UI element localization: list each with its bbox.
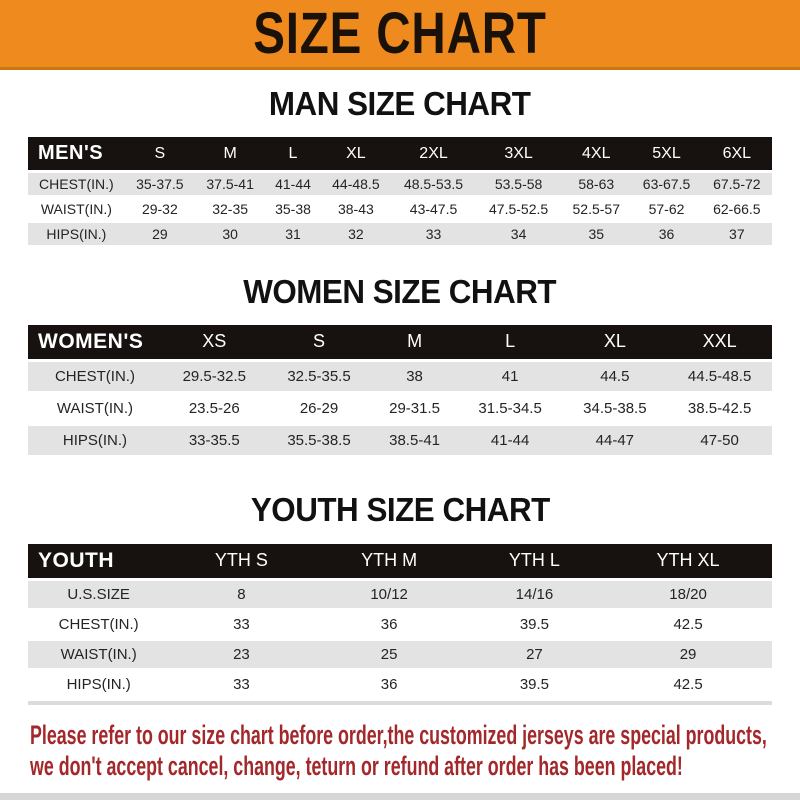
size-value-cell: 34.5-38.5 — [562, 394, 667, 423]
section-men — [0, 86, 800, 248]
table-row — [28, 198, 772, 220]
size-value-cell: 42.5 — [604, 611, 772, 638]
size-value-cell: 36 — [314, 671, 465, 698]
size-value-cell: 38.5-41 — [371, 426, 457, 455]
size-value-cell: 44.5 — [562, 362, 667, 391]
table-row — [28, 671, 772, 698]
size-value-cell: 57-62 — [631, 198, 701, 220]
size-column-header: 6XL — [702, 137, 772, 170]
size-value-cell: 44-48.5 — [321, 173, 391, 195]
size-value-cell: 31.5-34.5 — [458, 394, 563, 423]
disclaimer-line-1: Please refer to our size chart before order,the customized jerseys are special products, — [30, 719, 767, 750]
measurement-row-label: HIPS(IN.) — [28, 671, 169, 698]
table-row — [28, 581, 772, 608]
size-value-cell: 32.5-35.5 — [267, 362, 372, 391]
size-value-cell: 29.5-32.5 — [162, 362, 267, 391]
size-column-header: XL — [321, 137, 391, 170]
table-corner-label: YOUTH — [28, 544, 169, 578]
measurement-row-label: HIPS(IN.) — [28, 223, 125, 245]
measurement-row-label: WAIST(IN.) — [28, 394, 162, 423]
size-value-cell: 53.5-58 — [476, 173, 561, 195]
size-value-cell: 29-31.5 — [371, 394, 457, 423]
size-value-cell: 34 — [476, 223, 561, 245]
size-value-cell: 41 — [458, 362, 563, 391]
disclaimer — [30, 720, 800, 783]
size-value-cell: 52.5-57 — [561, 198, 631, 220]
size-column-header: XXL — [667, 325, 772, 359]
size-value-cell: 35-38 — [265, 198, 320, 220]
size-value-cell: 26-29 — [267, 394, 372, 423]
size-value-cell: 29 — [604, 641, 772, 668]
size-column-header: 3XL — [476, 137, 561, 170]
measurement-row-label: CHEST(IN.) — [28, 362, 162, 391]
measurement-row-label: CHEST(IN.) — [28, 173, 125, 195]
table-row — [28, 223, 772, 245]
youth-section-heading-text: YOUTH SIZE CHART — [250, 490, 550, 528]
section-youth — [0, 492, 800, 705]
table-row — [28, 426, 772, 455]
size-value-cell: 42.5 — [604, 671, 772, 698]
table-row — [28, 173, 772, 195]
men-section-heading-text: MAN SIZE CHART — [269, 85, 531, 122]
youth-size-table — [28, 541, 772, 705]
size-value-cell: 33-35.5 — [162, 426, 267, 455]
bottom-divider — [0, 793, 800, 800]
size-value-cell: 47.5-52.5 — [476, 198, 561, 220]
size-value-cell: 14/16 — [465, 581, 604, 608]
men-section-heading — [0, 86, 800, 122]
banner-title: SIZE CHART — [253, 1, 547, 66]
women-section-heading-text: WOMEN SIZE CHART — [243, 273, 557, 311]
measurement-row-label: WAIST(IN.) — [28, 198, 125, 220]
size-value-cell: 23.5-26 — [162, 394, 267, 423]
size-column-header: 4XL — [561, 137, 631, 170]
size-column-header: L — [458, 325, 563, 359]
size-value-cell: 39.5 — [465, 611, 604, 638]
size-value-cell: 33 — [391, 223, 476, 245]
size-value-cell: 31 — [265, 223, 320, 245]
table-corner-label: MEN'S — [28, 137, 125, 170]
size-column-header: YTH L — [465, 544, 604, 578]
youth-table-container — [0, 541, 800, 705]
size-column-header: YTH M — [314, 544, 465, 578]
womens-table-container — [0, 322, 800, 458]
size-column-header: 5XL — [631, 137, 701, 170]
size-value-cell: 47-50 — [667, 426, 772, 455]
size-value-cell: 62-66.5 — [702, 198, 772, 220]
size-column-header: YTH XL — [604, 544, 772, 578]
table-corner-label: WOMEN'S — [28, 325, 162, 359]
table-row — [28, 362, 772, 391]
size-value-cell: 23 — [169, 641, 313, 668]
size-column-header: YTH S — [169, 544, 313, 578]
mens-size-table — [28, 134, 772, 248]
size-value-cell: 10/12 — [314, 581, 465, 608]
size-value-cell: 32 — [321, 223, 391, 245]
measurement-row-label: CHEST(IN.) — [28, 611, 169, 638]
women-section-heading — [0, 274, 800, 310]
size-column-header: S — [125, 137, 195, 170]
womens-size-table — [28, 322, 772, 458]
size-value-cell: 41-44 — [458, 426, 563, 455]
table-row — [28, 641, 772, 668]
banner — [0, 0, 800, 70]
size-column-header: M — [195, 137, 265, 170]
measurement-row-label: WAIST(IN.) — [28, 641, 169, 668]
size-column-header: XS — [162, 325, 267, 359]
measurement-row-label: U.S.SIZE — [28, 581, 169, 608]
size-value-cell: 41-44 — [265, 173, 320, 195]
size-value-cell: 32-35 — [195, 198, 265, 220]
size-value-cell: 58-63 — [561, 173, 631, 195]
size-value-cell: 44-47 — [562, 426, 667, 455]
size-value-cell: 36 — [314, 611, 465, 638]
size-value-cell: 44.5-48.5 — [667, 362, 772, 391]
size-column-header: S — [267, 325, 372, 359]
size-value-cell: 35 — [561, 223, 631, 245]
size-column-header: M — [371, 325, 457, 359]
table-row — [28, 611, 772, 638]
size-value-cell: 29 — [125, 223, 195, 245]
size-value-cell: 39.5 — [465, 671, 604, 698]
size-value-cell: 36 — [631, 223, 701, 245]
table-header-row — [28, 544, 772, 578]
size-value-cell: 25 — [314, 641, 465, 668]
table-header-row — [28, 137, 772, 170]
size-value-cell: 35-37.5 — [125, 173, 195, 195]
size-value-cell: 37.5-41 — [195, 173, 265, 195]
table-header-row — [28, 325, 772, 359]
size-value-cell: 43-47.5 — [391, 198, 476, 220]
youth-section-heading — [0, 492, 800, 528]
size-value-cell: 38-43 — [321, 198, 391, 220]
size-value-cell: 29-32 — [125, 198, 195, 220]
section-women — [0, 274, 800, 457]
size-value-cell: 38.5-42.5 — [667, 394, 772, 423]
measurement-row-label: HIPS(IN.) — [28, 426, 162, 455]
size-value-cell: 33 — [169, 611, 313, 638]
size-value-cell: 33 — [169, 671, 313, 698]
disclaimer-line-2: we don't accept cancel, change, teturn or refund after order has been placed! — [30, 751, 683, 782]
table-row — [28, 394, 772, 423]
size-value-cell: 18/20 — [604, 581, 772, 608]
size-value-cell: 27 — [465, 641, 604, 668]
size-column-header: 2XL — [391, 137, 476, 170]
size-value-cell: 35.5-38.5 — [267, 426, 372, 455]
size-column-header: XL — [562, 325, 667, 359]
size-column-header: L — [265, 137, 320, 170]
mens-table-container — [0, 134, 800, 248]
size-value-cell: 63-67.5 — [631, 173, 701, 195]
size-value-cell: 8 — [169, 581, 313, 608]
size-value-cell: 48.5-53.5 — [391, 173, 476, 195]
size-value-cell: 67.5-72 — [702, 173, 772, 195]
size-value-cell: 37 — [702, 223, 772, 245]
size-value-cell: 30 — [195, 223, 265, 245]
size-value-cell: 38 — [371, 362, 457, 391]
